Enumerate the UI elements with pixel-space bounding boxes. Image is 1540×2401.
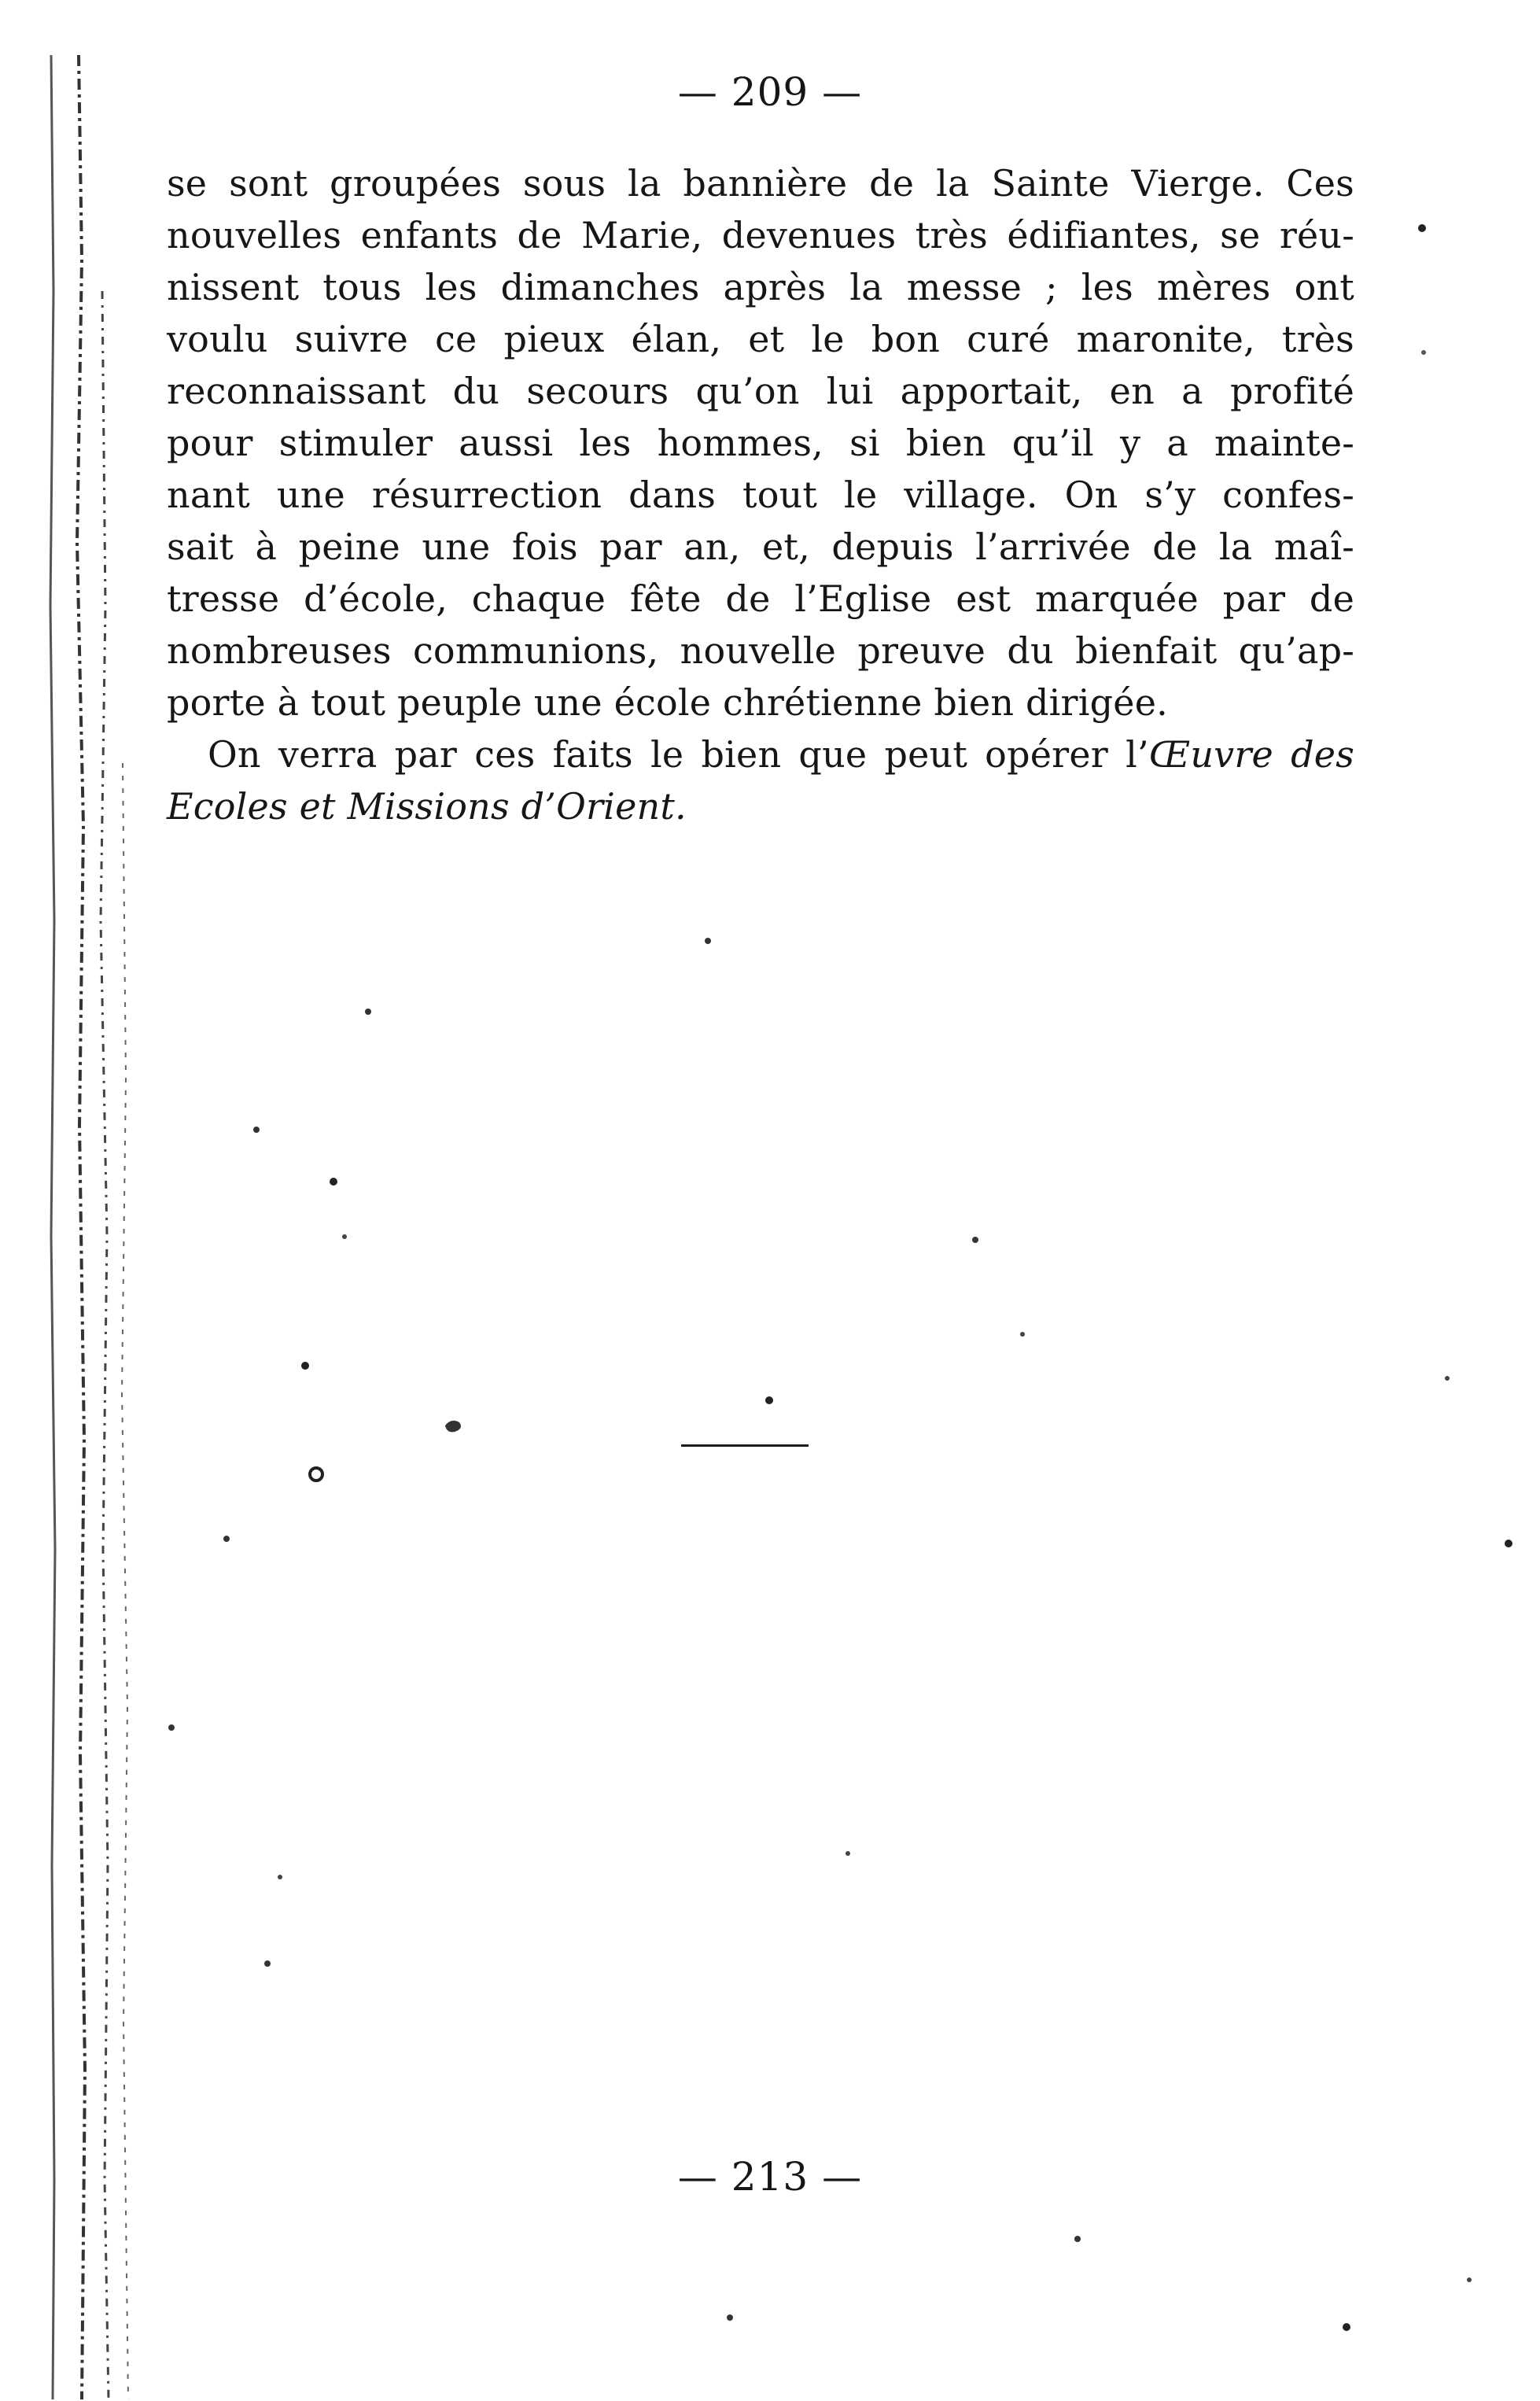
text-line: porte à tout peuple une école chrétienne bien dirigée. [167,681,1168,724]
closing-italic-line: Ecoles et Missions d’Orient. [167,785,687,828]
closing-text: On verra par ces faits le bien que peut opérer l’ [208,733,1149,776]
text-line: nouvelles enfants de Marie, devenues très édifiantes, se réu- [167,214,1354,256]
page-number-bottom: — 213 — [677,2154,863,2200]
text-line: pour stimuler aussi les hommes, si bien qu’il y a mainte- [167,422,1354,464]
text-line: se sont groupées sous la bannière de la Sainte Vierge. Ces [167,162,1354,205]
binding-edge-decoration [47,55,142,2399]
body-text [167,157,1354,832]
text-line: reconnaissant du secours qu’on lui apportait, en a profité [167,370,1354,412]
closing-line [167,728,1354,780]
text-line: nissent tous les dimanches après la messe ; les mères ont [167,266,1354,308]
text-line: tresse d’école, chaque fête de l’Eglise est marquée par de [167,577,1354,620]
closing-italic-text: Œuvre des [1148,733,1355,776]
text-line: sait à peine une fois par an, et, depuis l’arrivée de la maî- [167,526,1354,568]
text-line: nant une résurrection dans tout le village. On s’y confes- [167,474,1354,516]
section-divider-rule [681,1444,809,1447]
text-line: nombreuses communions, nouvelle preuve du bienfait qu’ap- [167,629,1354,672]
page-number-top: — 209 — [677,69,863,115]
text-line: voulu suivre ce pieux élan, et le bon curé maronite, très [167,318,1354,360]
